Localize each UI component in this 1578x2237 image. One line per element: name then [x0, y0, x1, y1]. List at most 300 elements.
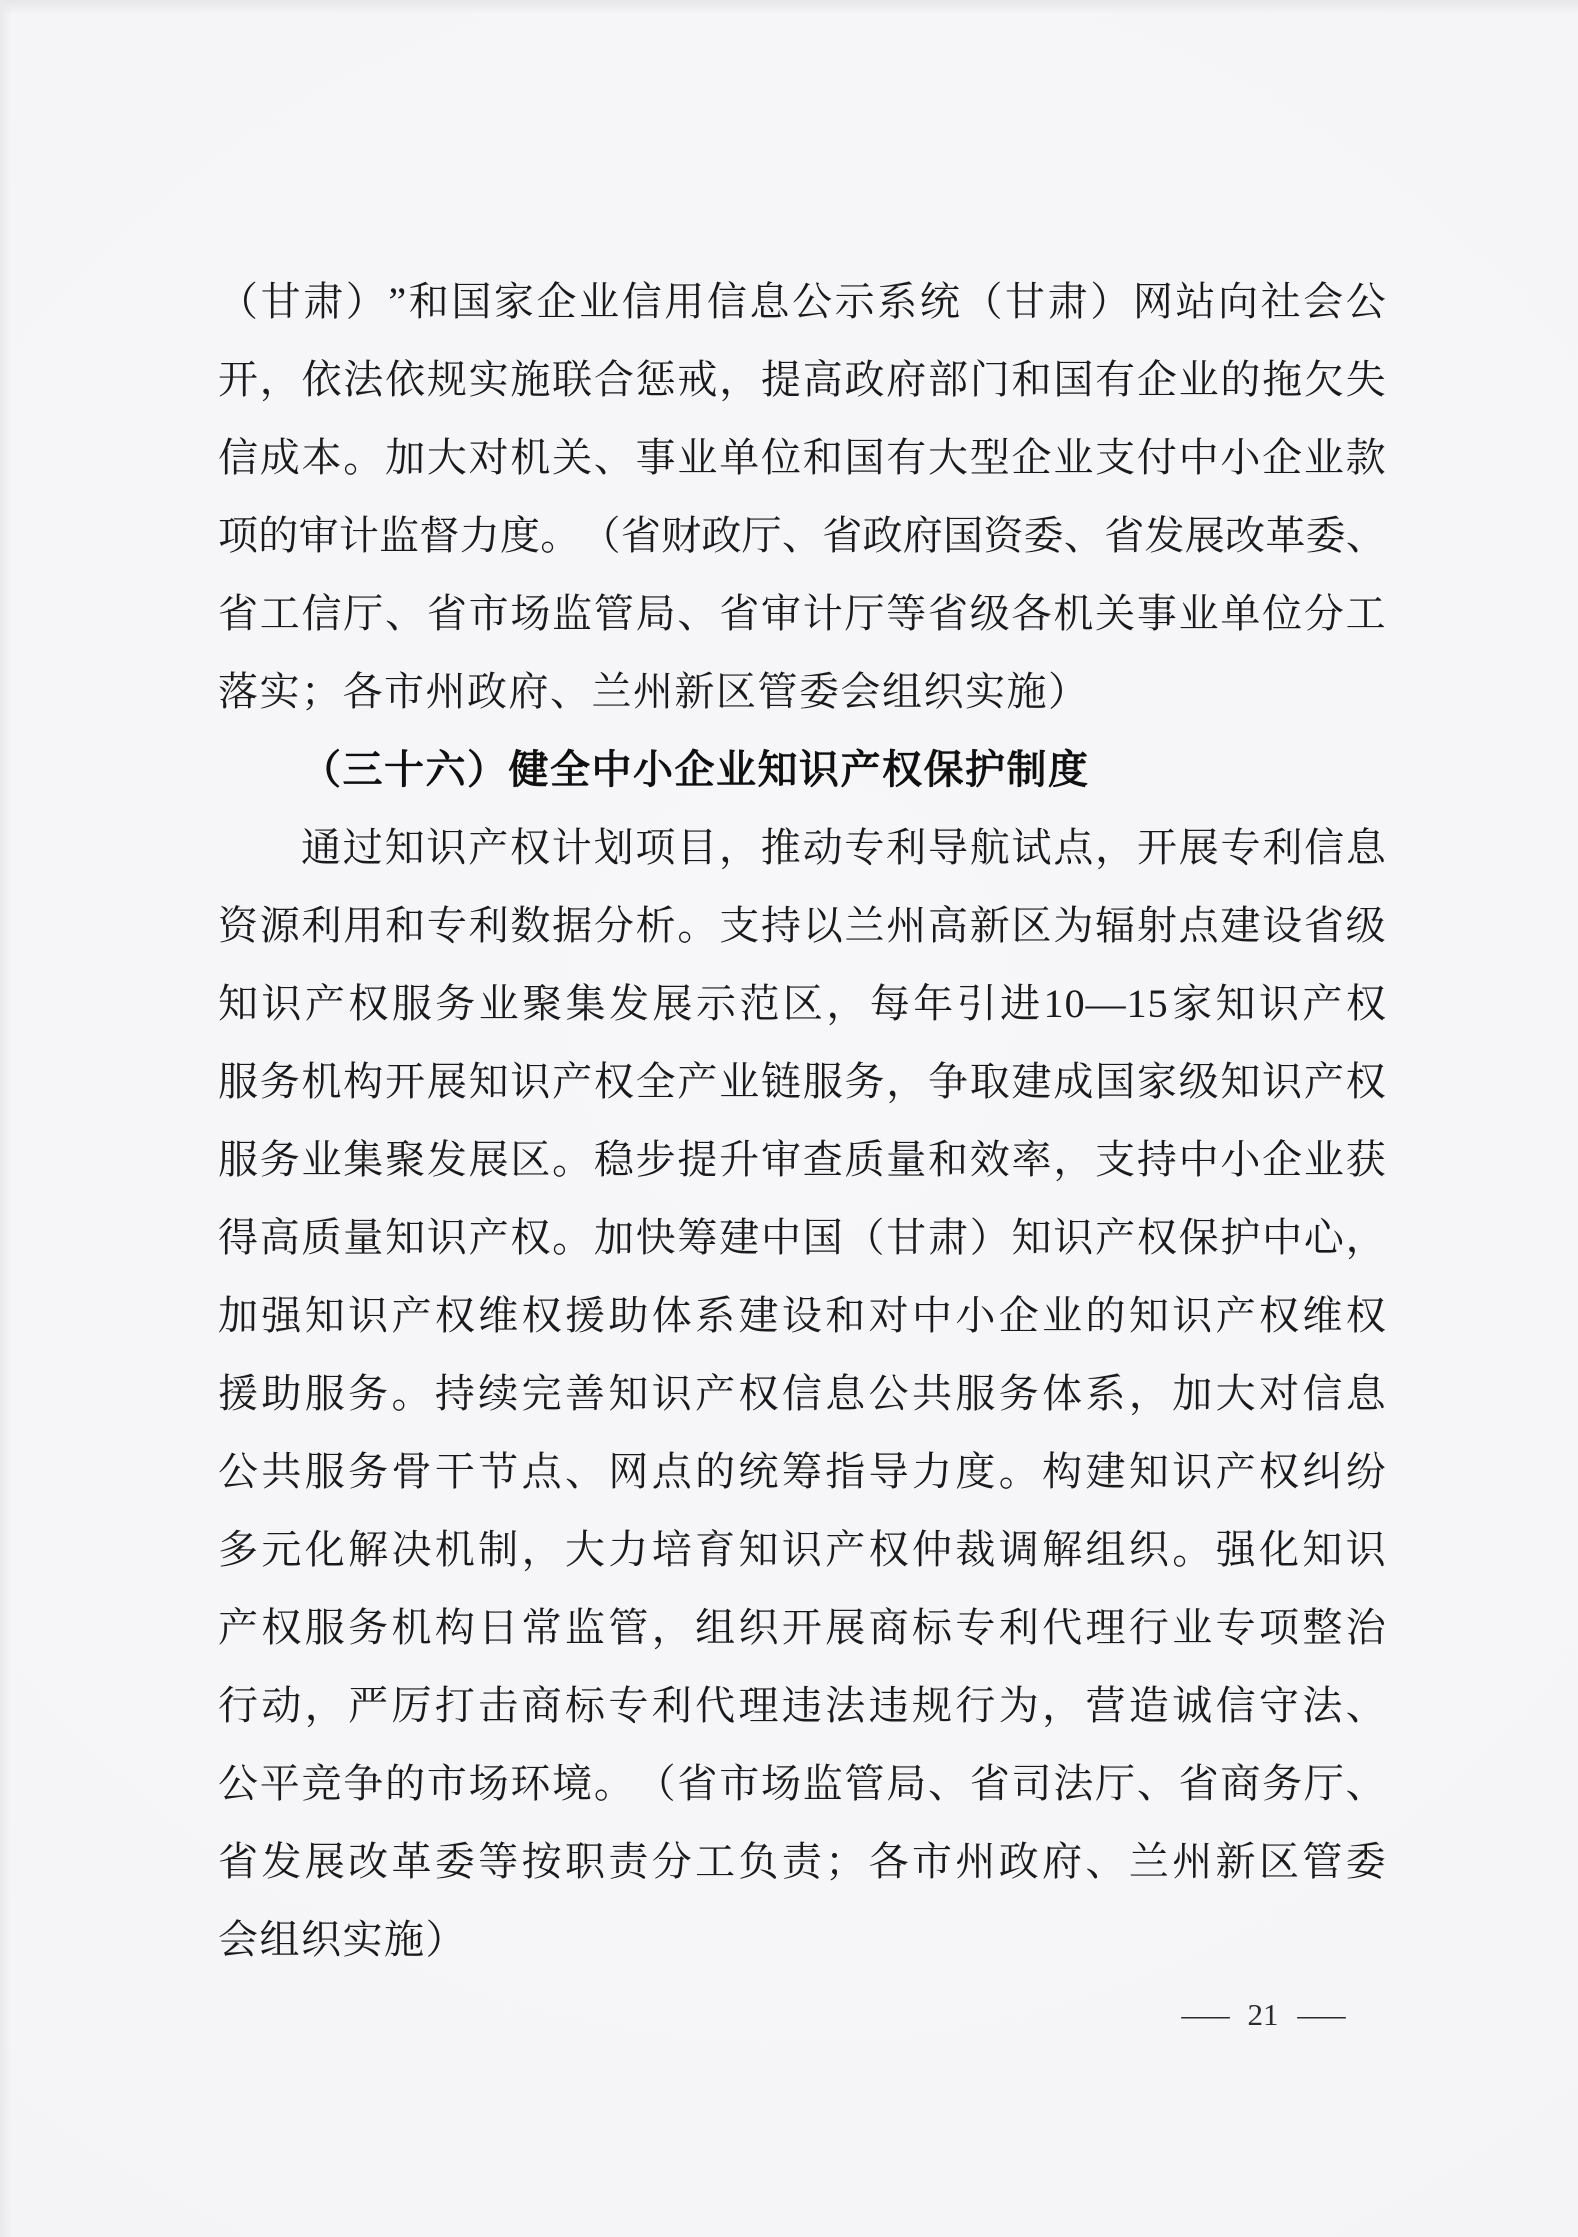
glyph: 门: [969, 357, 1010, 402]
glyph: 过: [342, 825, 383, 870]
glyph: 发: [426, 1137, 467, 1182]
glyph: 守: [1259, 1683, 1299, 1728]
glyph: 厅: [1303, 1761, 1344, 1806]
glyph: 大: [1215, 1371, 1256, 1416]
glyph: 权: [348, 981, 389, 1026]
glyph: 省: [1178, 1761, 1219, 1806]
glyph: 识: [1345, 1527, 1386, 1572]
glyph: 、: [781, 513, 822, 558]
glyph: 。: [391, 1371, 432, 1416]
glyph: 造: [1128, 1683, 1169, 1728]
glyph: 府: [1042, 1839, 1083, 1884]
glyph: 企: [1262, 1137, 1303, 1182]
glyph: 施: [1006, 669, 1047, 714]
page-number-value: 21: [1247, 1997, 1279, 2032]
glyph: 州: [633, 669, 673, 714]
glyph: 省: [928, 591, 969, 636]
glyph: 项: [218, 513, 258, 558]
glyph: 产: [1215, 1449, 1256, 1494]
glyph: 持: [434, 1371, 475, 1416]
glyph: 业: [716, 747, 756, 792]
glyph: 息: [749, 279, 790, 324]
glyph: 中: [912, 1293, 952, 1338]
glyph: 欠: [1303, 357, 1344, 402]
glyph: 强: [1215, 1527, 1256, 1572]
glyph: 持: [760, 903, 801, 948]
glyph: 服: [391, 981, 432, 1026]
glyph: 区: [1259, 1839, 1299, 1884]
glyph: 权: [261, 1605, 302, 1650]
glyph: 据: [552, 903, 593, 948]
text-line: [218, 575, 1386, 653]
glyph: 产: [304, 981, 345, 1026]
glyph: 商: [521, 1683, 562, 1728]
glyph: 产: [1303, 1059, 1344, 1104]
text-line: [218, 965, 1386, 1043]
glyph: 国: [802, 1215, 843, 1260]
glyph: 权: [1136, 1215, 1177, 1260]
glyph: 区: [510, 1137, 551, 1182]
glyph: 产: [552, 1059, 593, 1104]
glyph: 元: [261, 1527, 302, 1572]
glyph: 动: [261, 1683, 302, 1728]
glyph: 产: [1095, 1215, 1136, 1260]
glyph: 国: [844, 435, 885, 480]
glyph: 展: [468, 1137, 509, 1182]
glyph: 识: [426, 1215, 467, 1260]
glyph: 争: [928, 1059, 969, 1104]
glyph: 机: [1053, 591, 1094, 636]
glyph: ，: [521, 1527, 562, 1572]
glyph: 市: [912, 1839, 952, 1884]
glyph: 施: [510, 357, 551, 402]
glyph: 范: [739, 981, 780, 1026]
glyph: 业: [1178, 591, 1219, 636]
glyph: 点: [1053, 825, 1094, 870]
glyph: 育: [695, 1527, 736, 1572]
glyph: 场: [760, 1761, 801, 1806]
glyph: 知: [757, 747, 798, 792]
glyph: 利: [998, 1605, 1039, 1650]
glyph: 省: [426, 591, 467, 636]
glyph: 系: [877, 279, 918, 324]
glyph: 体: [651, 1293, 692, 1338]
glyph: 和: [385, 903, 426, 948]
glyph: 的: [1220, 357, 1261, 402]
glyph: 决: [391, 1527, 432, 1572]
glyph: 场: [468, 1761, 509, 1806]
glyph: 支: [1095, 435, 1136, 480]
glyph: 落: [218, 669, 258, 714]
glyph: 、: [593, 435, 634, 480]
glyph: 为: [998, 1683, 1039, 1728]
glyph: 度: [1048, 747, 1088, 792]
glyph: 知: [384, 825, 425, 870]
glyph: 力: [608, 1527, 649, 1572]
glyph: 链: [760, 1059, 801, 1104]
glyph: 保: [923, 747, 964, 792]
glyph: 机: [434, 1527, 475, 1572]
glyph: 示: [834, 279, 875, 324]
glyph: 三: [342, 747, 383, 792]
glyph: 体: [1042, 1371, 1083, 1416]
glyph: 权: [868, 1527, 909, 1572]
glyph: 政: [862, 513, 903, 558]
glyph: 信: [1302, 1371, 1343, 1416]
glyph: 审: [760, 1137, 801, 1182]
text-line: [218, 497, 1386, 575]
glyph: 国: [1053, 357, 1094, 402]
glyph: ）: [1090, 279, 1131, 324]
glyph: 系: [1085, 1371, 1126, 1416]
glyph: 专: [1220, 825, 1261, 870]
glyph: 局: [635, 591, 676, 636]
glyph: ，: [304, 1683, 345, 1728]
glyph: 管: [1302, 1839, 1343, 1884]
glyph: 审: [298, 513, 339, 558]
glyph: 企: [674, 747, 715, 792]
page-number: [1147, 1992, 1379, 2038]
glyph: 产: [218, 1605, 258, 1650]
glyph: 中: [1262, 1215, 1303, 1260]
glyph: 和: [802, 435, 843, 480]
glyph: 知: [1302, 1527, 1343, 1572]
glyph: 善: [565, 1371, 605, 1416]
glyph: 理: [1085, 1605, 1126, 1650]
glyph: 级: [969, 591, 1010, 636]
glyph: 省: [969, 1761, 1010, 1806]
glyph: 新: [969, 903, 1010, 948]
glyph: 会: [1303, 279, 1344, 324]
glyph: 级: [1178, 1059, 1219, 1104]
glyph: 服: [304, 1371, 345, 1416]
glyph: 制: [1006, 747, 1047, 792]
glyph: 用: [343, 903, 384, 948]
glyph: 家: [1136, 1059, 1177, 1104]
glyph: 家: [493, 279, 534, 324]
glyph: 严: [348, 1683, 389, 1728]
glyph: 工: [1345, 591, 1386, 636]
glyph: 续: [478, 1371, 519, 1416]
glyph: 年: [913, 981, 954, 1026]
glyph: 稳: [593, 1137, 634, 1182]
glyph: 建: [1011, 1059, 1052, 1104]
glyph: 法: [1302, 1683, 1343, 1728]
glyph: 商: [1220, 1761, 1261, 1806]
glyph: 力: [459, 513, 500, 558]
page-number-right-dash: —: [1296, 1997, 1346, 2032]
glyph: 开: [218, 357, 258, 402]
glyph: ，: [259, 357, 300, 402]
glyph: 援: [218, 1371, 258, 1416]
glyph: 兰: [591, 669, 632, 714]
glyph: 服: [218, 1137, 258, 1182]
page-number-left-dash: —: [1180, 1997, 1230, 2032]
glyph: 部: [928, 357, 969, 402]
text-line: [218, 1667, 1386, 1745]
glyph: 。: [552, 1215, 593, 1260]
glyph: 资: [218, 903, 258, 948]
glyph: 知: [218, 981, 258, 1026]
glyph: 省: [719, 591, 760, 636]
glyph: 实: [468, 357, 509, 402]
glyph: 分: [593, 903, 634, 948]
glyph: 按: [521, 1839, 562, 1884]
glyph: 识: [799, 747, 839, 792]
glyph: 公: [218, 1449, 258, 1494]
glyph: 信: [301, 591, 342, 636]
glyph: 戒: [677, 357, 718, 402]
glyph: 知: [385, 1215, 426, 1260]
glyph: 甘: [886, 1215, 927, 1260]
glyph: 支: [719, 903, 760, 948]
glyph: 展: [304, 1839, 345, 1884]
glyph: 维: [478, 1293, 519, 1338]
glyph: 务: [844, 1059, 885, 1104]
glyph: 营: [1085, 1683, 1126, 1728]
glyph: 市: [426, 1761, 467, 1806]
glyph: 府: [902, 513, 943, 558]
glyph: 保: [1178, 1215, 1219, 1260]
glyph: 识: [348, 1293, 389, 1338]
glyph: 信: [1304, 825, 1345, 870]
glyph: （: [580, 513, 621, 558]
glyph: 中: [1178, 435, 1219, 480]
glyph: 度: [955, 1449, 996, 1494]
glyph: 厉: [391, 1683, 432, 1728]
glyph: 司: [1011, 1761, 1052, 1806]
glyph: 权: [510, 1215, 551, 1260]
glyph: 中: [1178, 1137, 1219, 1182]
glyph: 对: [868, 1293, 909, 1338]
glyph: 组: [882, 669, 922, 714]
glyph: 小: [1220, 1137, 1261, 1182]
glyph: 和: [825, 1293, 866, 1338]
glyph: 区: [782, 981, 823, 1026]
glyph: 省: [1104, 513, 1145, 558]
glyph: 划: [593, 825, 634, 870]
glyph: 站: [1175, 279, 1216, 324]
glyph: 行: [1128, 1605, 1169, 1650]
glyph: 甘: [1005, 279, 1046, 324]
glyph: 对: [468, 435, 509, 480]
glyph: 展: [652, 981, 693, 1026]
glyph: 服: [955, 1371, 996, 1416]
glyph: 分: [651, 1839, 692, 1884]
glyph: 位: [760, 435, 801, 480]
glyph: 发: [1144, 513, 1185, 558]
glyph: 诚: [1172, 1683, 1213, 1728]
glyph: 兰: [1128, 1839, 1169, 1884]
glyph: 全: [550, 747, 590, 792]
glyph: 场: [510, 591, 551, 636]
glyph: 知: [1128, 1449, 1169, 1494]
glyph: 利: [468, 903, 509, 948]
glyph: 产: [468, 1215, 509, 1260]
glyph: 府: [886, 357, 927, 402]
glyph: 机: [510, 435, 551, 480]
glyph: 。: [552, 1137, 593, 1182]
glyph: 取: [969, 1059, 1010, 1104]
glyph: 动: [802, 825, 843, 870]
glyph: ”: [388, 279, 407, 324]
glyph: 业: [677, 435, 718, 480]
glyph: 新: [674, 669, 715, 714]
glyph: 公: [868, 1371, 909, 1416]
glyph: 服: [304, 1605, 345, 1650]
glyph: 会: [840, 669, 881, 714]
glyph: 业: [1303, 1137, 1344, 1182]
glyph: 识: [651, 1371, 692, 1416]
glyph: 付: [1136, 435, 1177, 480]
glyph: 区: [1011, 903, 1052, 948]
glyph: 竞: [301, 1761, 342, 1806]
text-line: [218, 1043, 1386, 1121]
glyph: 市: [719, 1761, 760, 1806]
glyph: 析: [635, 903, 676, 948]
glyph: 质: [301, 1215, 342, 1260]
glyph: 筹: [781, 1449, 822, 1494]
glyph: 。: [540, 513, 581, 558]
glyph: 款: [1345, 435, 1386, 480]
glyph: 加: [593, 1215, 634, 1260]
glyph: 知: [738, 1527, 779, 1572]
glyph: 业: [1042, 1293, 1083, 1338]
glyph: 肃: [303, 279, 344, 324]
glyph: 持: [1136, 1137, 1177, 1182]
text-line: [218, 1901, 1386, 1979]
glyph: 国: [1095, 1059, 1136, 1104]
glyph: 织: [301, 1917, 341, 1962]
glyph: 业: [1172, 1605, 1213, 1650]
glyph: 项: [635, 825, 676, 870]
glyph: 对: [1259, 1371, 1299, 1416]
glyph: 十: [384, 747, 424, 792]
glyph: 以: [802, 903, 843, 948]
glyph: 职: [565, 1839, 605, 1884]
glyph: 财: [661, 513, 702, 558]
glyph: ，: [826, 981, 867, 1026]
glyph: ）: [969, 1215, 1010, 1260]
glyph: 高: [928, 903, 969, 948]
glyph: 成: [1053, 1059, 1094, 1104]
glyph: 产: [1302, 981, 1343, 1026]
glyph: 解: [348, 1527, 389, 1572]
glyph: 平: [259, 1761, 300, 1806]
glyph: 10—15: [1043, 981, 1169, 1026]
glyph: 共: [912, 1371, 952, 1416]
glyph: 得: [218, 1215, 258, 1260]
glyph: 权: [593, 1059, 634, 1104]
glyph: 息: [1345, 1371, 1386, 1416]
glyph: 知: [608, 1371, 649, 1416]
text-line: [218, 1433, 1386, 1511]
glyph: 通: [301, 825, 341, 870]
glyph: 知: [1011, 1215, 1052, 1260]
glyph: 机: [301, 1059, 342, 1104]
glyph: ；: [301, 669, 341, 714]
glyph: ，: [718, 825, 759, 870]
glyph: 标: [565, 1683, 605, 1728]
glyph: 心: [1303, 1215, 1344, 1260]
glyph: 机: [391, 1605, 432, 1650]
glyph: 厅: [844, 591, 885, 636]
glyph: 管: [608, 1605, 649, 1650]
glyph: 业: [301, 1137, 342, 1182]
text-line: [218, 1355, 1386, 1433]
glyph: ，: [886, 1059, 927, 1104]
glyph: 权: [1259, 1293, 1299, 1338]
glyph: 省: [822, 513, 863, 558]
glyph: 点: [521, 1449, 562, 1494]
glyph: 政: [467, 669, 507, 714]
glyph: 行: [218, 1683, 258, 1728]
glyph: 惩: [635, 357, 676, 402]
glyph: 工: [695, 1839, 736, 1884]
glyph: 提: [677, 1137, 718, 1182]
glyph: 知: [1128, 1293, 1169, 1338]
glyph: 权: [521, 1293, 562, 1338]
glyph: 息: [1345, 825, 1386, 870]
glyph: 国: [943, 513, 984, 558]
glyph: 助: [261, 1371, 302, 1416]
glyph: 护: [1220, 1215, 1261, 1260]
glyph: 开: [781, 1605, 822, 1650]
glyph: 调: [998, 1527, 1039, 1572]
glyph: 违: [781, 1683, 822, 1728]
glyph: 识: [1258, 981, 1299, 1026]
glyph: 服: [802, 1059, 843, 1104]
glyph: 法: [1053, 1761, 1094, 1806]
glyph: 打: [434, 1683, 475, 1728]
glyph: 量: [343, 1215, 384, 1260]
glyph: 识: [1172, 1293, 1213, 1338]
glyph: 企: [1011, 435, 1052, 480]
glyph: 专: [844, 825, 885, 870]
glyph: 步: [635, 1137, 676, 1182]
glyph: 设: [1262, 903, 1303, 948]
glyph: 展: [825, 1605, 866, 1650]
glyph: 、: [1063, 513, 1104, 558]
glyph: 肃: [1047, 279, 1088, 324]
glyph: 代: [1042, 1605, 1083, 1650]
glyph: 维: [1302, 1293, 1343, 1338]
glyph: 、: [550, 669, 590, 714]
text-line: [218, 809, 1386, 887]
glyph: 权: [509, 825, 550, 870]
glyph: 升: [719, 1137, 760, 1182]
glyph: 位: [1262, 591, 1303, 636]
glyph: 利: [301, 903, 342, 948]
glyph: 监: [552, 591, 593, 636]
glyph: 知: [1215, 981, 1256, 1026]
glyph: （: [962, 279, 1003, 324]
glyph: 依: [301, 357, 342, 402]
glyph: 各: [1011, 591, 1052, 636]
glyph: 厅: [343, 591, 384, 636]
glyph: 审: [760, 591, 801, 636]
text-line: [218, 1745, 1386, 1823]
glyph: 理: [738, 1683, 779, 1728]
glyph: 目: [677, 825, 718, 870]
glyph: 服: [304, 1449, 345, 1494]
glyph: 推: [760, 825, 801, 870]
glyph: 委: [799, 669, 839, 714]
glyph: 级: [1345, 903, 1386, 948]
glyph: 、: [385, 591, 426, 636]
document-body: [218, 263, 1386, 1979]
text-line: [218, 887, 1386, 965]
